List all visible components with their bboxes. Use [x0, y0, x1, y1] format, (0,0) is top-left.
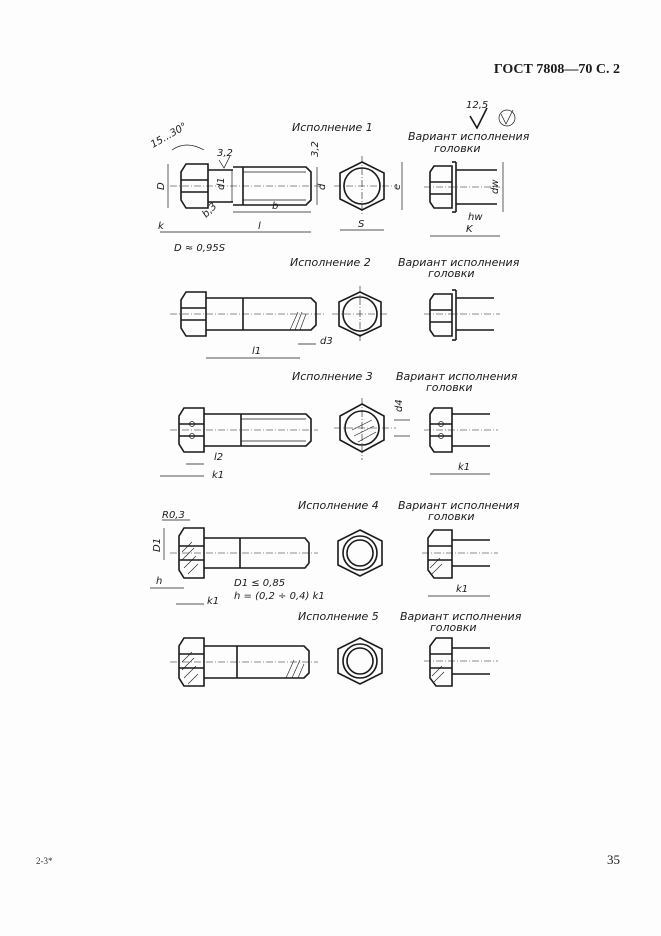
dim-d4: d4	[394, 399, 405, 412]
bolt-1-side-view	[170, 164, 322, 208]
dim-D1: D1	[152, 537, 163, 552]
section-1-title: Исполнение 1	[292, 121, 373, 134]
hex-5-end-view	[338, 638, 382, 684]
section-2	[170, 256, 520, 358]
hex-1-end-view	[334, 156, 403, 230]
section-1-variant-2: головки	[434, 142, 481, 155]
dim-l2: l2	[214, 452, 224, 463]
section-3-variant: Вариант исполнения	[396, 370, 518, 383]
section-5-variant-2: головки	[430, 621, 477, 634]
dim-b: b	[272, 201, 279, 212]
dim-angle: 15...30°	[149, 121, 190, 151]
dim-l: l	[258, 221, 261, 232]
dim-k1-c: k1	[207, 596, 220, 607]
dim-k1-a: k1	[212, 470, 225, 481]
section-4-title: Исполнение 4	[298, 499, 379, 512]
section-2-title: Исполнение 2	[290, 256, 371, 269]
dim-hw: hw	[468, 212, 483, 223]
signature-mark: 2-3*	[36, 856, 53, 866]
dim-formula-D1: D1 ≤ 0,85	[234, 578, 286, 589]
dim-k1-b: k1	[458, 462, 471, 473]
dim-formula-D: D ≈ 0,95S	[174, 243, 226, 254]
hex-4-end-view	[338, 530, 382, 576]
section-4-variant: Вариант исполнения	[398, 499, 520, 512]
page-number: 35	[607, 852, 620, 867]
dim-d3: d3	[320, 336, 333, 347]
section-4-variant-2: головки	[428, 510, 475, 523]
dim-roughness-a: 3,2	[217, 148, 233, 159]
bolt-4-side-view	[150, 510, 325, 607]
section-1	[149, 100, 530, 254]
dim-h: h	[156, 576, 163, 587]
head-variant-2	[424, 290, 500, 340]
section-5-variant: Вариант исполнения	[400, 610, 522, 623]
dim-d1: d1	[216, 177, 227, 190]
dim-d: d	[317, 183, 328, 190]
bolt-3-side-view	[160, 408, 318, 481]
section-3-variant-2: головки	[426, 381, 473, 394]
section-5-title: Исполнение 5	[298, 610, 379, 623]
section-2-variant-2: головки	[428, 267, 475, 280]
dim-e: e	[392, 183, 403, 190]
bolt-5-side-view	[170, 638, 318, 686]
dim-k1-d: k1	[456, 584, 469, 595]
hex-3-end-view	[334, 398, 410, 460]
dim-roughness-b: 3,2	[310, 141, 321, 157]
dim-R03: R0,3	[162, 510, 185, 521]
section-2-variant: Вариант исполнения	[398, 256, 520, 269]
dim-formula-h: h = (0,2 ÷ 0,4) k1	[234, 591, 325, 602]
bolt-2-side-view	[170, 292, 333, 358]
head-variant-3	[424, 408, 498, 474]
head-variant-4	[422, 530, 498, 596]
dim-l1: l1	[252, 346, 262, 357]
section-4	[150, 499, 520, 607]
section-1-variant: Вариант исполнения	[408, 130, 530, 143]
page-header: ГОСТ 7808—70 С. 2	[493, 62, 620, 77]
roughness-symbol	[466, 100, 515, 128]
hex-2-end-view	[332, 286, 388, 342]
dim-b03: b,3	[200, 201, 220, 221]
dim-K: K	[466, 224, 473, 235]
section-3	[160, 370, 518, 481]
dim-dw: dw	[490, 179, 501, 194]
section-3-title: Исполнение 3	[292, 370, 373, 383]
dim-S: S	[358, 219, 365, 230]
dim-D: D	[156, 182, 167, 190]
head-variant-5	[424, 638, 498, 686]
head-variant-1	[424, 162, 503, 236]
dim-k: k	[158, 221, 164, 232]
section-1-dimensions	[149, 121, 328, 254]
roughness-value: 12,5	[466, 100, 489, 111]
section-5	[170, 610, 522, 686]
